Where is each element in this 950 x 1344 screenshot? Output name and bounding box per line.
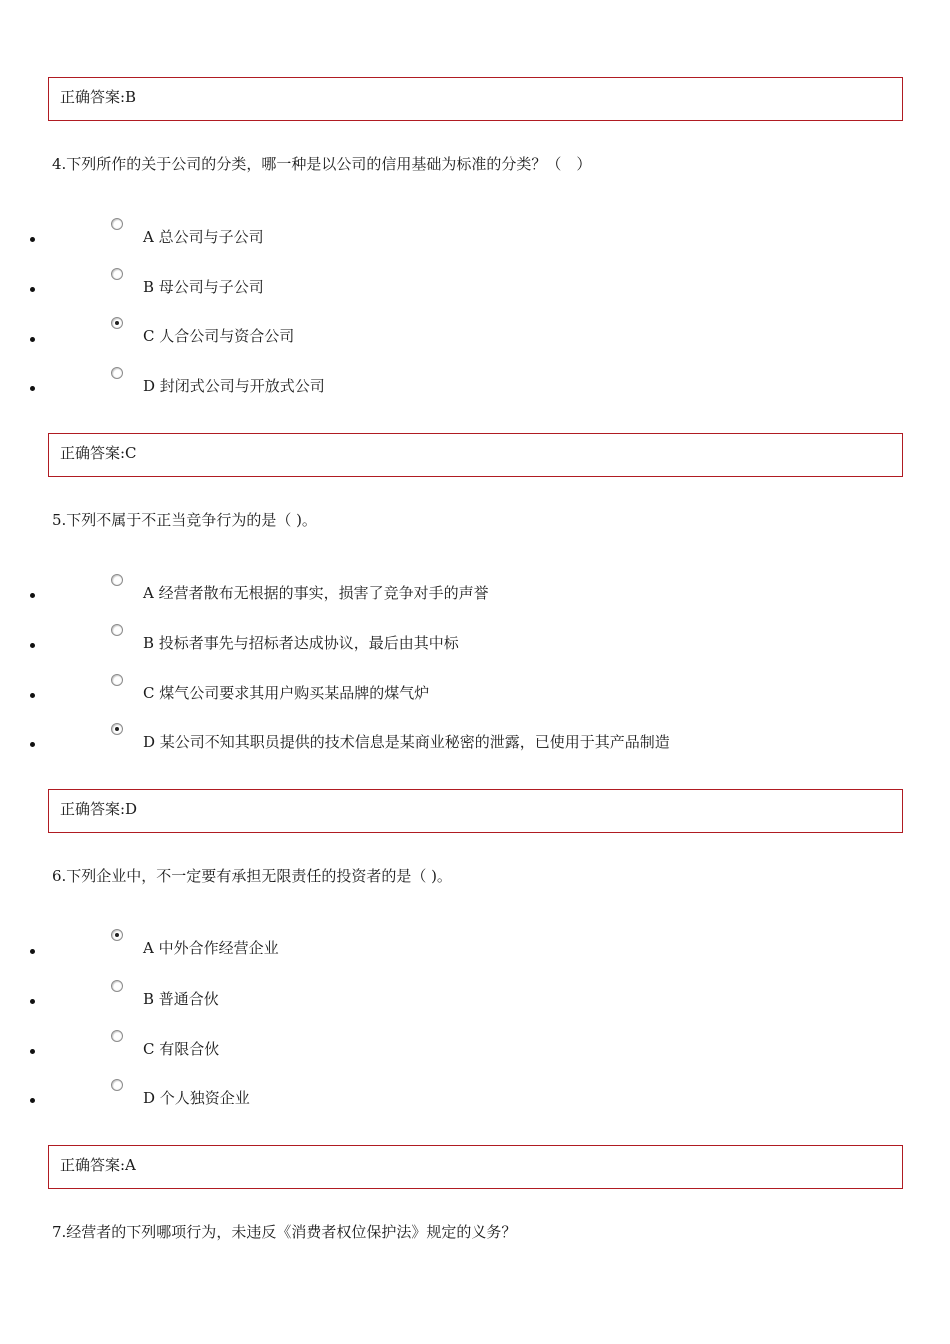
list-bullet [30, 643, 35, 648]
radio-q6-a-selected[interactable] [111, 929, 123, 941]
radio-q6-c[interactable] [111, 1030, 123, 1042]
answer-box-q4 [48, 433, 903, 477]
list-bullet [30, 949, 35, 954]
list-bullet [30, 1098, 35, 1103]
radio-q4-d[interactable] [111, 367, 123, 379]
list-bullet [30, 386, 35, 391]
radio-q5-d-selected[interactable] [111, 723, 123, 735]
question-7-text: 7.经营者的下列哪项行为，未违反《消费者权位保护法》规定的义务？ [52, 1223, 517, 1241]
list-bullet [30, 693, 35, 698]
option-q5-c: C 煤气公司要求其用户购买某品牌的煤气炉 [143, 684, 430, 702]
answer-box-q5 [48, 789, 903, 833]
question-4-text: 4.下列所作的关于公司的分类，哪一种是以公司的信用基础为标准的分类？（ ） [52, 155, 592, 173]
option-q6-c: C 有限合伙 [143, 1040, 220, 1058]
radio-q6-b[interactable] [111, 980, 123, 992]
radio-q5-b[interactable] [111, 624, 123, 636]
correct-answer-q6: 正确答案:A [60, 1156, 136, 1174]
radio-dot [115, 321, 119, 325]
option-q4-a: A 总公司与子公司 [143, 228, 264, 246]
answer-box-q6 [48, 1145, 903, 1189]
option-q4-d: D 封闭式公司与开放式公司 [143, 377, 325, 395]
question-6-text: 6.下列企业中，不一定要有承担无限责任的投资者的是（ )。 [52, 867, 452, 885]
option-q6-b: B 普通合伙 [143, 990, 219, 1008]
correct-answer-q4: 正确答案:C [60, 444, 137, 462]
correct-answer-q3: 正确答案:B [60, 88, 137, 106]
correct-answer-q5: 正确答案:D [60, 800, 138, 818]
radio-q4-b[interactable] [111, 268, 123, 280]
list-bullet [30, 287, 35, 292]
question-5-text: 5.下列不属于不正当竞争行为的是（ )。 [52, 511, 317, 529]
radio-q5-a[interactable] [111, 574, 123, 586]
option-q6-d: D 个人独资企业 [143, 1089, 250, 1107]
radio-q6-d[interactable] [111, 1079, 123, 1091]
list-bullet [30, 742, 35, 747]
option-q4-c: C 人合公司与资合公司 [143, 327, 295, 345]
list-bullet [30, 237, 35, 242]
option-q5-d: D 某公司不知其职员提供的技术信息是某商业秘密的泄露，已使用于其产品制造 [143, 733, 670, 751]
option-q4-b: B 母公司与子公司 [143, 278, 264, 296]
radio-dot [115, 933, 119, 937]
list-bullet [30, 1049, 35, 1054]
list-bullet [30, 999, 35, 1004]
option-q5-b: B 投标者事先与招标者达成协议，最后由其中标 [143, 634, 459, 652]
list-bullet [30, 337, 35, 342]
radio-dot [115, 727, 119, 731]
option-q6-a: A 中外合作经营企业 [143, 939, 279, 957]
radio-q4-c-selected[interactable] [111, 317, 123, 329]
option-q5-a: A 经营者散布无根据的事实，损害了竞争对手的声誉 [143, 584, 489, 602]
answer-box-q3 [48, 77, 903, 121]
radio-q5-c[interactable] [111, 674, 123, 686]
list-bullet [30, 593, 35, 598]
radio-q4-a[interactable] [111, 218, 123, 230]
